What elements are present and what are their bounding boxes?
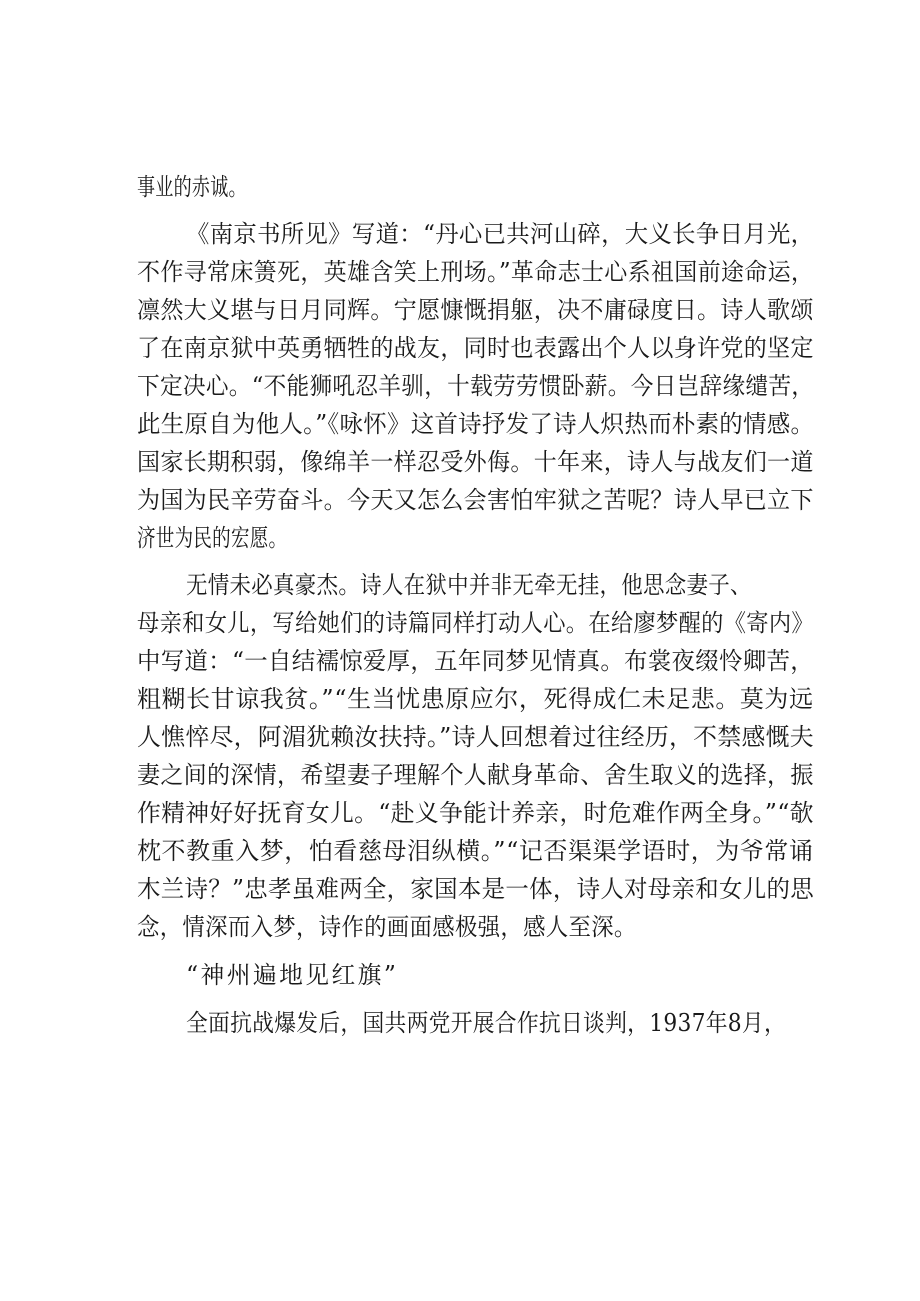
text-line: 作精神好好抚育女儿。“赴义争能计养亲，时危难作两全身。”“欹 xyxy=(137,799,814,827)
text-line: 木兰诗？”忠孝虽难两全，家国本是一体，诗人对母亲和女儿的思 xyxy=(137,875,814,903)
text-line: 粗糊长甘谅我贫。”“生当忧患原应尔，死得成仁未足悲。莫为远 xyxy=(137,685,814,713)
text-line: 事业的赤诚。 xyxy=(137,173,247,201)
text-line: 济世为民的宏愿。 xyxy=(137,524,288,552)
text-line: 中写道：“一自结襦惊爱厚，五年同梦见情真。布裳夜缀怜卿苦， xyxy=(137,647,814,675)
text-line: 了在南京狱中英勇牺牲的战友，同时也表露出个人以身许党的坚定 xyxy=(137,334,814,362)
text-line: 妻之间的深情，希望妻子理解个人献身革命、舍生取义的选择，振 xyxy=(137,761,814,789)
text-line: 不作寻常床箦死，英雄含笑上刑场。”革命志士心系祖国前途命运， xyxy=(137,258,815,286)
text-line: 无情未必真豪杰。诗人在狱中并非无牵无挂，他思念妻子、 xyxy=(186,571,752,599)
section-heading: “神州遍地见红旗” xyxy=(186,961,399,989)
text-line: 国家长期积弱，像绵羊一样忍受外侮。十年来，诗人与战友们一道 xyxy=(137,448,814,476)
text-line: 人憔悴尽，阿湄犹赖汝扶持。”诗人回想着过往经历，不禁感慨夫 xyxy=(137,723,814,751)
text-line: 枕不教重入梦，怕看慈母泪纵横。”“记否渠渠学语时，为爷常诵 xyxy=(137,837,814,865)
text-line: 《南京书所见》写道：“丹心已共河山碎，大义长争日月光， xyxy=(186,220,815,248)
text-line: 凛然大义堪与日月同辉。宁愿慷慨捐躯，决不庸碌度日。诗人歌颂 xyxy=(137,296,814,324)
text-line: 全面抗战爆发后，国共两党开展合作抗日谈判，1937年8月， xyxy=(186,1009,787,1037)
text-line: 此生原自为他人。”《咏怀》这首诗抒发了诗人炽热而朴素的情感。 xyxy=(137,410,815,438)
text-line: 念，情深而入梦，诗作的画面感极强，感人至深。 xyxy=(137,913,637,941)
text-line: 为国为民辛劳奋斗。今天又怎么会害怕牢狱之苦呢？诗人早已立下 xyxy=(137,486,814,514)
text-line: 下定决心。“不能狮吼忍羊驯，十载劳劳惯卧薪。今日岂辞缘缱苦， xyxy=(137,372,815,400)
text-line: 母亲和女儿，写给她们的诗篇同样打动人心。在给廖梦醒的《寄内》 xyxy=(137,609,814,637)
